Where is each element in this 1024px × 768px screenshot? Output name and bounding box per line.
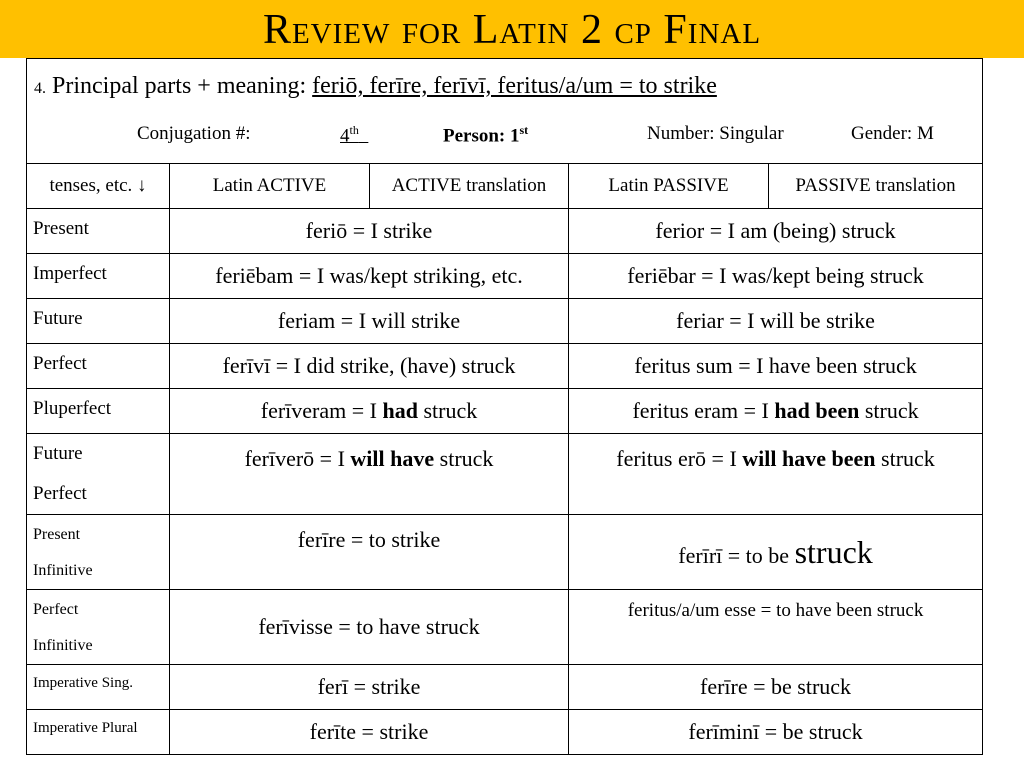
passive-cell: feritus erō = I will have been struck bbox=[569, 434, 983, 515]
page-title: Review for Latin 2 cp Final bbox=[262, 7, 762, 53]
column-header: Latin PASSIVE bbox=[569, 164, 769, 209]
row-label: Imperative Plural bbox=[27, 710, 170, 755]
active-cell: ferīvisse = to have struck bbox=[170, 590, 569, 665]
active-cell: ferīveram = I had struck bbox=[170, 389, 569, 434]
table-row bbox=[27, 344, 983, 389]
conjugation-label: Conjugation #: bbox=[137, 123, 251, 144]
active-cell: ferīvī = I did strike, (have) struck bbox=[170, 344, 569, 389]
table-row bbox=[27, 515, 983, 590]
active-cell: ferīverō = I will have struck bbox=[170, 434, 569, 515]
active-cell: ferīte = strike bbox=[170, 710, 569, 755]
column-header: ACTIVE translation bbox=[370, 164, 569, 209]
active-cell: feriēbam = I was/kept striking, etc. bbox=[170, 254, 569, 299]
row-label: Imperfect bbox=[27, 254, 170, 299]
passive-cell: feritus eram = I had been struck bbox=[569, 389, 983, 434]
column-header: Latin ACTIVE bbox=[170, 164, 370, 209]
active-cell: feriō = I strike bbox=[170, 209, 569, 254]
table-row bbox=[27, 209, 983, 254]
row-label: Future Perfect bbox=[27, 434, 170, 515]
question-number: 4. bbox=[34, 80, 46, 97]
row-label: Present bbox=[27, 209, 170, 254]
column-header-row bbox=[27, 164, 983, 209]
passive-cell: feriēbar = I was/kept being struck bbox=[569, 254, 983, 299]
row-label: Perfect bbox=[27, 344, 170, 389]
active-cell: ferī = strike bbox=[170, 665, 569, 710]
table-row bbox=[27, 299, 983, 344]
principal-parts-value: feriō, ferīre, ferīvī, feritus/a/um = to strike bbox=[312, 73, 717, 99]
passive-cell: ferīrī = to be struck bbox=[569, 515, 983, 590]
row-label: Perfect Infinitive bbox=[27, 590, 170, 665]
row-label: Present Infinitive bbox=[27, 515, 170, 590]
table-row bbox=[27, 590, 983, 665]
passive-cell: ferior = I am (being) struck bbox=[569, 209, 983, 254]
table-row bbox=[27, 434, 983, 515]
row-label: Future bbox=[27, 299, 170, 344]
table-row bbox=[27, 389, 983, 434]
row-label: Imperative Sing. bbox=[27, 665, 170, 710]
passive-cell: ferīminī = be struck bbox=[569, 710, 983, 755]
conjugation-value: 4th bbox=[340, 123, 359, 147]
passive-cell: feritus sum = I have been struck bbox=[569, 344, 983, 389]
active-cell: feriam = I will strike bbox=[170, 299, 569, 344]
active-cell: ferīre = to strike bbox=[170, 515, 569, 590]
column-header: PASSIVE translation bbox=[769, 164, 983, 209]
header-box bbox=[27, 59, 983, 164]
principal-parts-line bbox=[34, 73, 717, 100]
table-row bbox=[27, 254, 983, 299]
table-row bbox=[27, 710, 983, 755]
gender-label: Gender: M bbox=[851, 123, 934, 144]
number-label: Number: Singular bbox=[647, 123, 784, 144]
passive-cell: feriar = I will be strike bbox=[569, 299, 983, 344]
person-label: Person: 1st bbox=[443, 123, 529, 147]
conjugation-table bbox=[26, 58, 983, 755]
table-row bbox=[27, 665, 983, 710]
column-header: tenses, etc. ↓ bbox=[27, 164, 170, 209]
principal-parts-label: Principal parts + meaning: bbox=[52, 73, 307, 99]
row-label: Pluperfect bbox=[27, 389, 170, 434]
passive-cell: ferīre = be struck bbox=[569, 665, 983, 710]
passive-cell: feritus/a/um esse = to have been struck bbox=[569, 590, 983, 665]
